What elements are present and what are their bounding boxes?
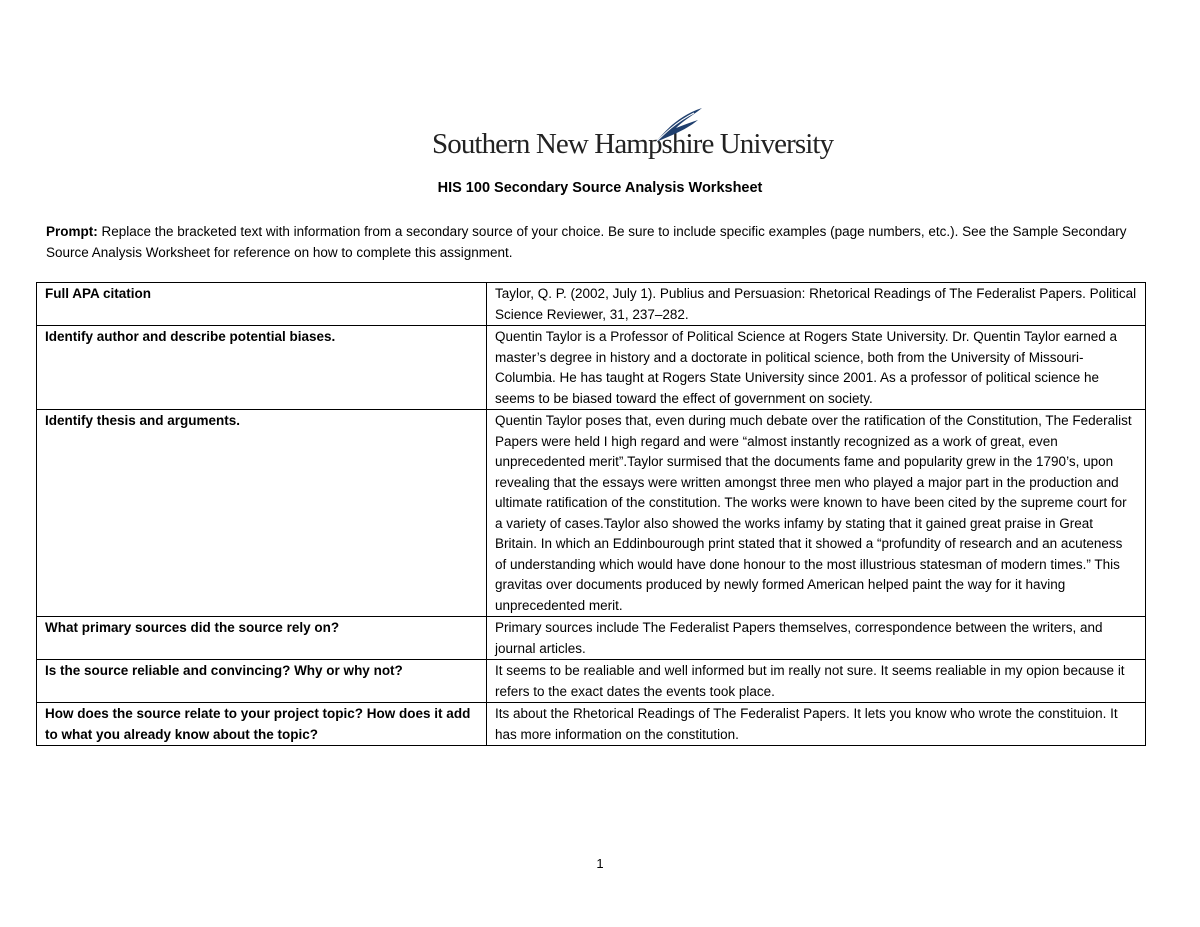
answer-cell: Its about the Rhetorical Readings of The Federalist Papers. It lets you know who wrote the constituion. It has more information on the constitution. [487,703,1146,746]
table-row [37,703,1146,746]
answer-cell: Quentin Taylor poses that, even during much debate over the ratification of the Constitution, The Federalist Papers were held I high regard and were “almost instantly recognized as a work of great, even unprecedented merit”.Taylor surmised that the documents fame and popularity grew in the 1790’s, upon revealing that the essays were written amongst three men who played a major part in the production and ultimate ratification of the constitution. The works were known to have been cited by the supreme court for a variety of cases.Taylor also showed the works infamy by stating that it gained great praise in Great Britain. In which an Eddinbourough print stated that it showed a “profundity of research and an acuteness of understanding which would have done honour to the most illustrious statesman of modern times.” This gravitas over documents produced by newly formed American helped paint the way for it having unprecedented merit. [487,410,1146,617]
question-cell: Is the source reliable and convincing? Why or why not? [37,660,487,703]
answer-cell: Primary sources include The Federalist Papers themselves, correspondence between the writers, and journal articles. [487,617,1146,660]
table-row [37,283,1146,326]
question-cell: What primary sources did the source rely on? [37,617,487,660]
page-number: 1 [596,856,604,871]
question-cell: How does the source relate to your project topic? How does it add to what you already know about the topic? [37,703,487,746]
table-row [37,660,1146,703]
question-cell: Identify thesis and arguments. [37,410,487,617]
table-row [37,326,1146,410]
prompt-label: Prompt: [46,224,98,239]
answer-cell: Taylor, Q. P. (2002, July 1). Publius and Persuasion: Rhetorical Readings of The Federalist Papers. Political Science Reviewer, 31, 237–282. [487,283,1146,326]
question-cell: Full APA citation [37,283,487,326]
page-title: HIS 100 Secondary Source Analysis Worksheet [437,180,763,196]
worksheet-table [36,282,1146,746]
prompt-paragraph [46,221,1136,263]
answer-cell: Quentin Taylor is a Professor of Political Science at Rogers State University. Dr. Quentin Taylor earned a master’s degree in history and a doctorate in political science, both from the University of Missouri-Columbia. He has taught at Rogers State University since 2001. As a professor of political science he seems to be biased toward the effect of government on society. [487,326,1146,410]
logo-wordmark: Southern New Hampshire University [432,128,834,160]
prompt-text: Replace the bracketed text with information from a secondary source of your choice. Be sure to include specific examples (page numbers, etc.). See the Sample Secondary Source Analysis Worksheet for reference on how to complete this assignment. [46,224,1127,260]
question-cell: Identify author and describe potential biases. [37,326,487,410]
answer-cell: It seems to be realiable and well informed but im really not sure. It seems realiable in my opion because it refers to the exact dates the events took place. [487,660,1146,703]
table-row [37,410,1146,617]
quill-icon [646,106,706,146]
university-logo [432,106,834,162]
table-row [37,617,1146,660]
